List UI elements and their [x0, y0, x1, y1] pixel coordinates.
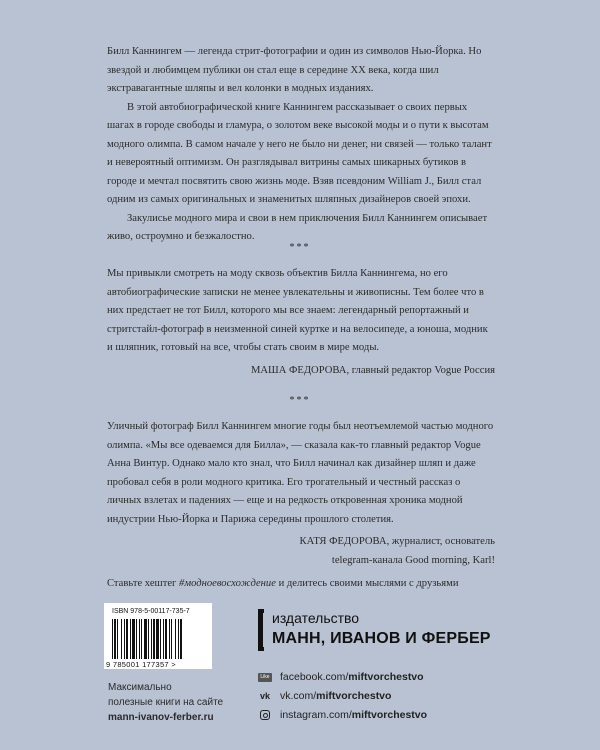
barcode-bar	[163, 619, 164, 659]
social-instagram[interactable]	[258, 709, 427, 721]
publisher-label: издательство	[272, 610, 360, 626]
hashtag: #модноевосхождение	[179, 578, 276, 589]
publisher-name: МАНН, ИВАНОВ И ФЕРБЕР	[272, 630, 491, 647]
separator: ***	[289, 395, 311, 406]
slogan	[108, 680, 223, 725]
barcode-bar	[114, 619, 116, 659]
intro-text	[107, 43, 495, 247]
intro-paragraph: Билл Каннингем — легенда стрит-фотографии и один из символов Нью-Йорка. Но звездой и любимцем публики он стал еще в середине XX века, когда шил экстравагантные шляпы и вел колонки в модных изданиях.	[107, 46, 482, 94]
quote-text: Мы привыкли смотреть на моду сквозь объектив Билла Каннингема, но его автобиографические записки не менее увлекательны и живописны. Тем более что в них предстает не тот Билл, которого мы все знаем: легендарный репортажный и стритстайл-фотограф в неизменной синей куртке и на велосипеде, а юноша, модник и шляпник, готовый на все, чтобы стать своим в мире моды.	[107, 268, 488, 353]
quote-signature	[107, 362, 495, 381]
like-icon: Like	[258, 673, 272, 682]
vk-icon: vk	[259, 691, 270, 701]
isbn: ISBN 978-5-00117-735-7	[112, 608, 190, 615]
social-prefix: instagram.com/	[280, 709, 352, 721]
barcode-bar	[130, 619, 131, 659]
hashtag-before: Ставьте хештег	[107, 578, 180, 589]
barcode-bar	[148, 619, 149, 659]
social-vk[interactable]	[258, 690, 391, 702]
separator: ***	[289, 242, 311, 253]
barcode-bar	[132, 619, 135, 659]
barcode-bar	[153, 619, 155, 659]
barcode-bar	[165, 619, 167, 659]
intro-paragraph: В этой автобиографической книге Каннингем рассказывает о своих первых шагах в городе свободы и гламура, о золотом веке высокой моды и о пути к высотам модного олимпа. В самом начале у него не было ни денег, ни связей — только талант и невероятный оптимизм. Он разглядывал витрины самых шикарных бутиков в городе и мечтал посвятить свою жизнь моде. Взяв псевдоним William J., Билл стал одним из самых оригинальных и знаменитых шляпных дизайнеров своей эпохи.	[107, 101, 492, 205]
barcode-bar	[180, 619, 182, 659]
barcode-bar	[171, 619, 172, 659]
quote-signature	[107, 533, 495, 570]
barcode-bar	[144, 619, 147, 659]
social-facebook[interactable]	[258, 671, 424, 683]
barcode-bar	[136, 619, 137, 659]
quote-author-role-line2: telegram-канала Good morning, Karl!	[331, 554, 495, 566]
quote-fedorova-katya	[107, 418, 495, 570]
social-handle: miftvorchestvo	[316, 690, 392, 702]
barcode-bar	[112, 619, 113, 659]
barcode-bars	[112, 619, 204, 659]
social-prefix: facebook.com/	[280, 671, 349, 683]
quote-text: Уличный фотограф Билл Каннингем многие годы был неотъемлемой частью модного олимпа. «Мы все одеваемся для Билла», — сказала как-то главный редактор Vogue Анна Винтур. Однако мало кто знал, что Билл начинал как дизайнер шляп и даже пробовал себя в роли модного критика. Его трогательный и честный рассказ о личных взлетах и падениях — еще и на редкость откровенная хроника модной индустрии Нью-Йорка и Парижа середины прошлого столетия.	[107, 421, 494, 525]
intro-paragraph: Закулисье модного мира и свои в нем приключения Билл Каннингем описывает живо, остроумно и безжалостно.	[107, 212, 488, 242]
slogan-line: полезные книги на сайте	[108, 697, 224, 708]
website-link[interactable]: mann-ivanov-ferber.ru	[108, 712, 214, 723]
barcode-bar	[160, 619, 161, 659]
quote-author: КАТЯ ФЕДОРОВА	[299, 536, 387, 547]
barcode-bar	[178, 619, 179, 659]
barcode-bar	[175, 619, 176, 659]
barcode-bar	[151, 619, 152, 659]
barcode-bar	[169, 619, 170, 659]
social-handle: miftvorchestvo	[351, 709, 428, 721]
barcode-bar	[141, 619, 142, 659]
publisher-bracket-icon	[258, 609, 264, 651]
slogan-line: Максимально	[108, 682, 172, 693]
barcode-bar	[126, 619, 128, 659]
quote-author-role: , журналист, основатель	[386, 536, 495, 547]
social-prefix: vk.com/	[280, 690, 317, 702]
social-handle: miftvorchestvo	[348, 671, 424, 683]
barcode-bar	[121, 619, 122, 659]
quote-author-role: , главный редактор Vogue Россия	[346, 364, 495, 376]
quote-fedorova-masha	[107, 265, 495, 380]
quote-author: МАША ФЕДОРОВА	[250, 364, 347, 376]
hashtag-line	[107, 575, 527, 593]
barcode-bar	[124, 619, 125, 659]
barcode-bar	[139, 619, 140, 659]
barcode-digits: 9 785001 177357 >	[106, 660, 176, 669]
hashtag-after: и делитесь своими мыслями с друзьями	[275, 578, 459, 589]
barcode-bar	[156, 619, 159, 659]
instagram-icon	[260, 710, 270, 720]
barcode-bar	[117, 619, 118, 659]
